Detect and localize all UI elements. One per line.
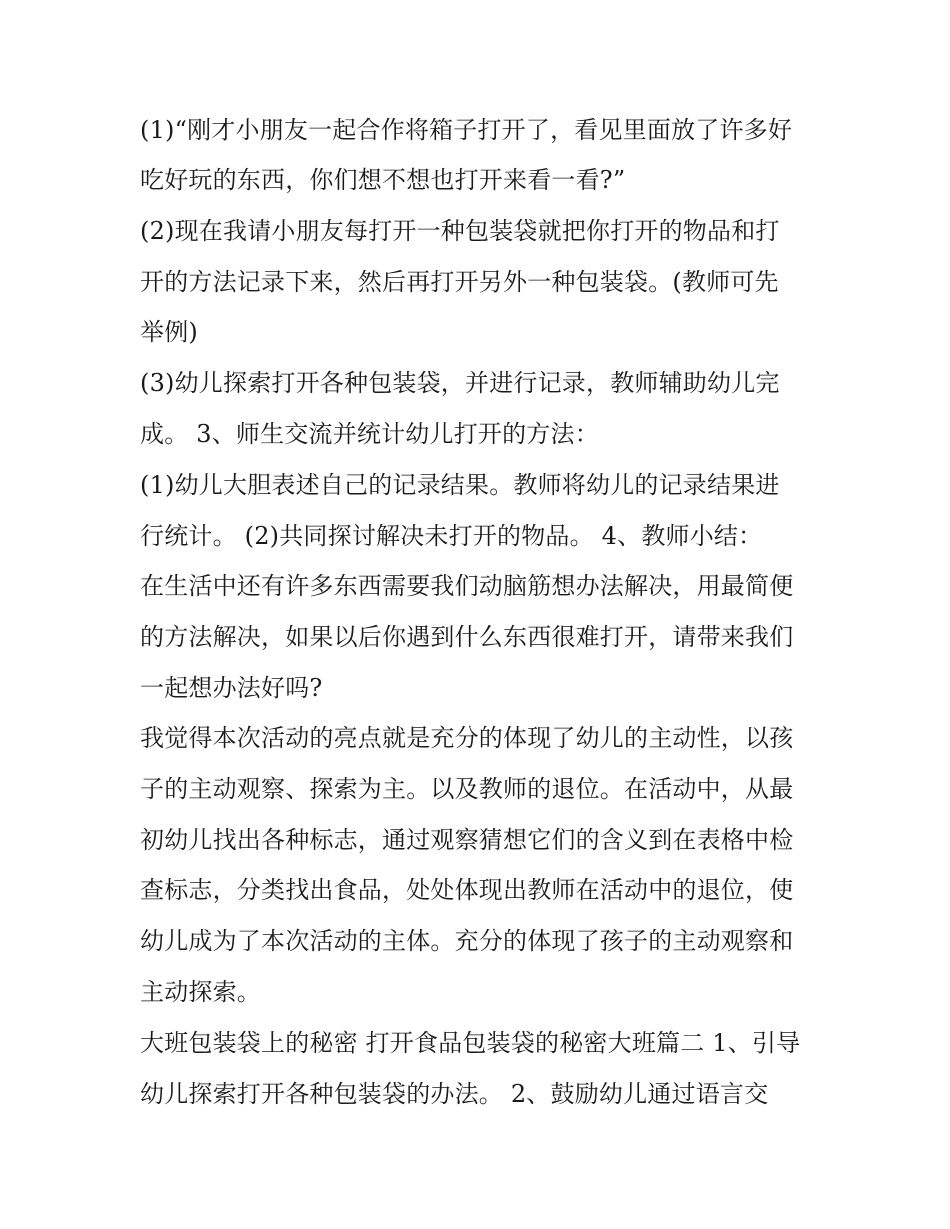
- text-line: 行统计。 (2)共同探讨解决未打开的物品。 4、教师小结：: [140, 522, 763, 550]
- text-line: (1)“刚才小朋友一起合作将箱子打开了，看见里面放了许多好: [140, 116, 793, 144]
- text-line: 幼儿成为了本次活动的主体。充分的体现了孩子的主动观察和: [140, 927, 794, 955]
- text-line: 在生活中还有许多东西需要我们动脑筋想办法解决，用最简便: [140, 572, 794, 600]
- text-line: 幼儿探索打开各种包装袋的办法。 2、鼓励幼儿通过语言交: [140, 1080, 769, 1108]
- text-line: 子的主动观察、探索为主。以及教师的退位。在活动中，从最: [140, 775, 794, 803]
- text-line: 我觉得本次活动的亮点就是充分的体现了幼儿的主动性，以孩: [140, 724, 794, 752]
- text-line: 开的方法记录下来，然后再打开另外一种包装袋。(教师可先: [140, 268, 779, 296]
- text-line: 初幼儿找出各种标志，通过观察猜想它们的含义到在表格中检: [140, 826, 794, 854]
- text-line: 一起想办法好吗?: [140, 674, 323, 702]
- text-line: 主动探索。: [140, 978, 261, 1006]
- text-line: 举例): [140, 318, 198, 346]
- text-line: 成。 3、师生交流并统计幼儿打开的方法：: [140, 420, 599, 448]
- text-line: 吃好玩的东西，你们想不想也打开来看一看?”: [140, 166, 626, 194]
- text-line: (2)现在我请小朋友每打开一种包装袋就把你打开的物品和打: [140, 217, 780, 245]
- text-line: 大班包装袋上的秘密 打开食品包装袋的秘密大班篇二 1、引导: [140, 1029, 801, 1057]
- text-line: 查标志，分类找出食品，处处体现出教师在活动中的退位，使: [140, 876, 794, 904]
- text-line: (1)幼儿大胆表述自己的记录结果。教师将幼儿的记录结果进: [140, 471, 780, 499]
- text-line: (3)幼儿探索打开各种包装袋，并进行记录，教师辅助幼儿完: [140, 369, 780, 397]
- text-line: 的方法解决，如果以后你遇到什么东西很难打开，请带来我们: [140, 623, 794, 651]
